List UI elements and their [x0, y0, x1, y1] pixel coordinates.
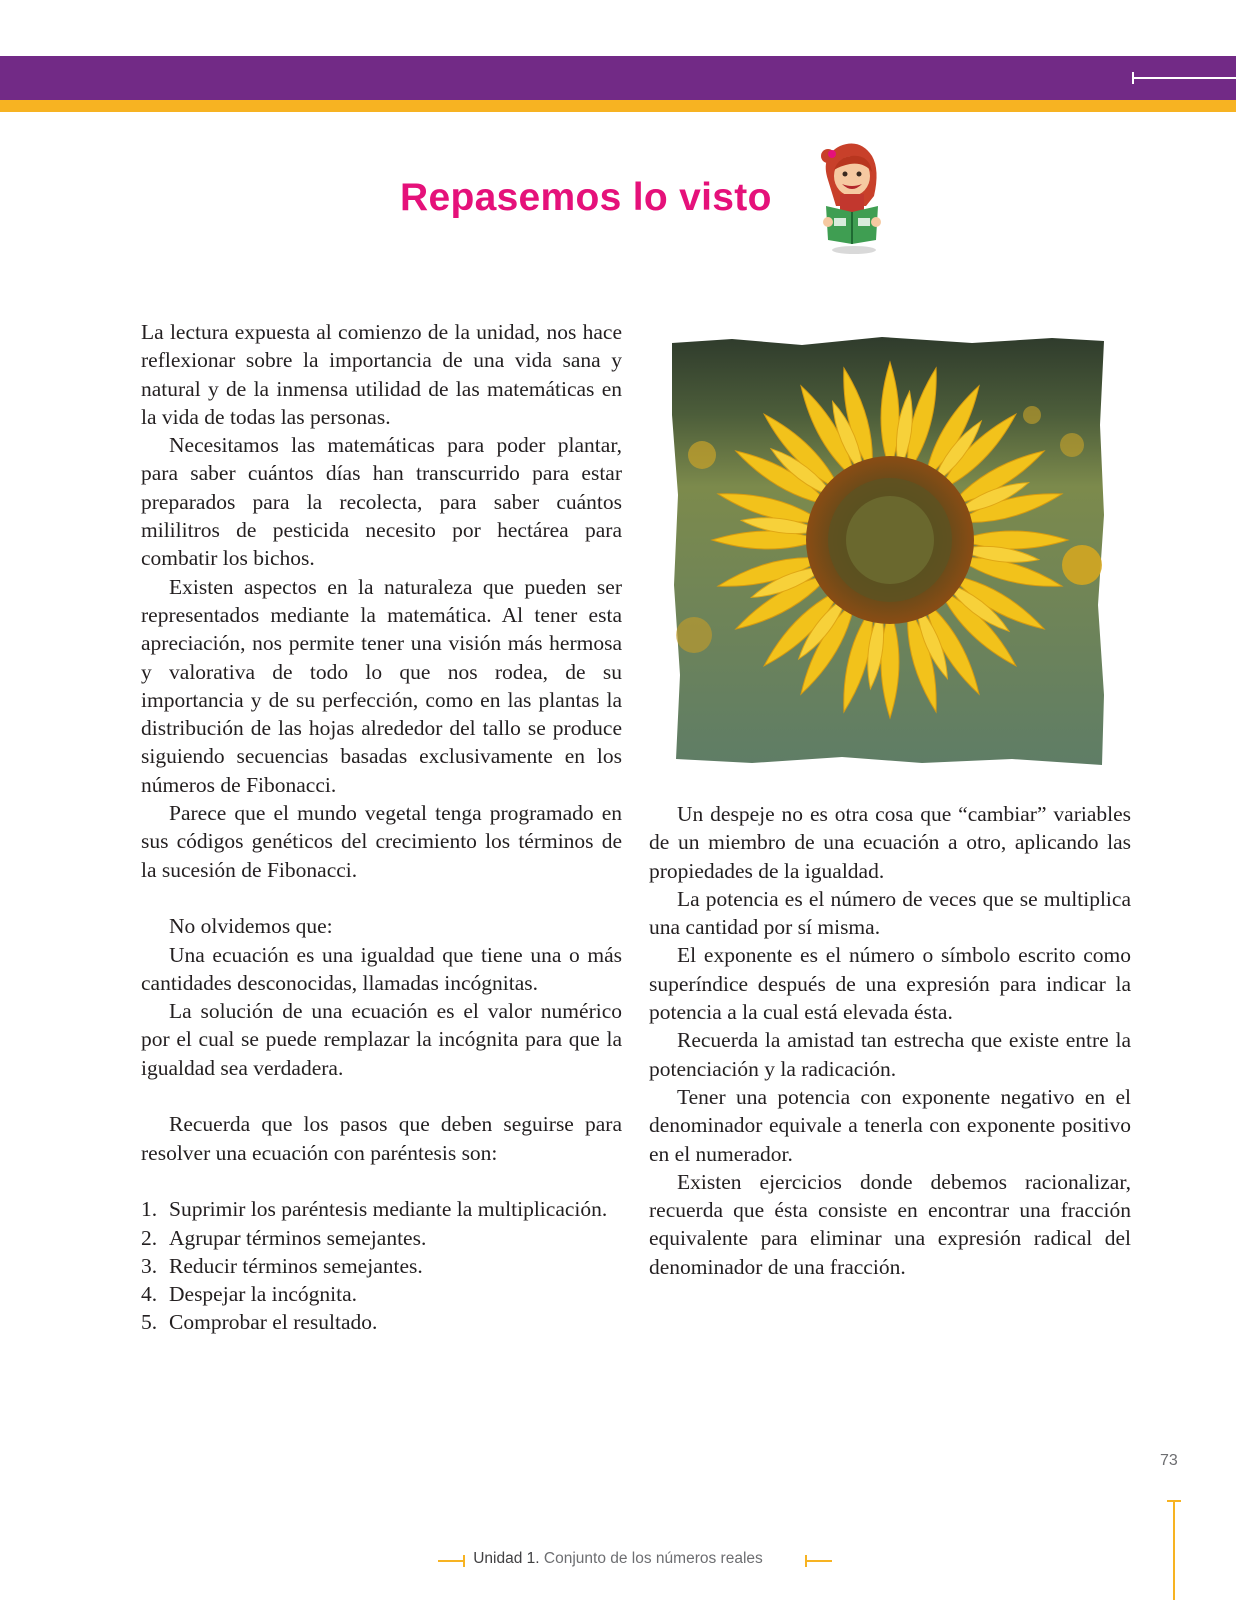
header-stripe	[0, 100, 1236, 112]
page-number: 73	[1160, 1452, 1178, 1469]
paragraph: Un despeje no es otra cosa que “cambiar” variables de un miembro de una ecuación a otro, aplicando las propiedades de la igualdad.	[649, 802, 1131, 883]
left-column	[141, 318, 622, 1337]
paragraph: Parece que el mundo vegetal tenga programado en sus códigos genéticos del crecimiento los términos de la sucesión de Fibonacci.	[141, 801, 622, 882]
girl-reading-book-icon	[814, 136, 890, 256]
list-number: 2.	[141, 1225, 158, 1250]
list-number: 4.	[141, 1282, 158, 1307]
list-number: 3.	[141, 1253, 158, 1278]
header-rule	[1132, 77, 1236, 79]
paragraph: Recuerda que los pasos que deben seguirse para resolver una ecuación con paréntesis son:	[141, 1112, 622, 1165]
list-text: Reducir términos semejantes.	[169, 1253, 423, 1278]
footer-unit-title: Conjunto de los números reales	[543, 1550, 763, 1567]
steps-list	[141, 1195, 622, 1336]
list-text: Despejar la incógnita.	[169, 1282, 358, 1307]
paragraph: Necesitamos las matemáticas para poder plantar, para saber cuántos días han transcurrido para estar preparados para la recolecta, para saber cuántos mililitros de pesticida necesito por hectárea para combatir los bichos.	[141, 433, 622, 571]
list-item	[141, 1252, 622, 1280]
paragraph: No olvidemos que:	[169, 914, 333, 939]
paragraph: La lectura expuesta al comienzo de la unidad, nos hace reflexionar sobre la importancia de una vida sana y natural y de la inmensa utilidad de las matemáticas en la vida de todas las personas.	[141, 320, 622, 429]
paragraph: Existen ejercicios donde debemos racionalizar, recuerda que ésta consiste en encontrar una fracción equivalente para eliminar una expresión radical del denominador de una fracción.	[649, 1169, 1131, 1279]
paragraph: El exponente es el número o símbolo escrito como superíndice después de una expresión para indicar la potencia a la cual está elevada ésta.	[649, 943, 1131, 1025]
right-column	[649, 800, 1131, 1281]
list-item	[141, 1195, 622, 1223]
footer	[0, 1550, 1236, 1568]
list-text: Suprimir los paréntesis mediante la multiplicación.	[169, 1197, 608, 1222]
paragraph: Recuerda la amistad tan estrecha que existe entre la potenciación y la radicación.	[649, 1028, 1131, 1081]
header-band	[0, 56, 1236, 100]
page-title: Repasemos lo visto	[400, 176, 772, 219]
header-tick	[1132, 72, 1134, 84]
paragraph: Una ecuación es una igualdad que tiene una o más cantidades desconocidas, llamadas incógnitas.	[141, 942, 622, 995]
paragraph: Existen aspectos en la naturaleza que pueden ser representados mediante la matemática. Al tener esta apreciación, nos permite tener una visión más hermosa y valorativa de todo lo que nos rodea, de su importancia y de su perfección, como en las plantas la distribución de las hojas alrededor del tallo se produce siguiendo secuencias basadas exclusivamente en los números de Fibonacci.	[141, 574, 622, 797]
footer-unit-label: Unidad 1.	[473, 1550, 540, 1567]
side-rule-tick	[1167, 1500, 1181, 1502]
list-item	[141, 1224, 622, 1252]
paragraph: Tener una potencia con exponente negativo en el denominador equivale a tenerla con exponente positivo en el numerador.	[649, 1084, 1131, 1166]
sunflower-photo	[672, 335, 1104, 765]
list-item	[141, 1308, 622, 1336]
paragraph: La solución de una ecuación es el valor numérico por el cual se puede remplazar la incógnita para que la igualdad sea verdadera.	[141, 999, 622, 1080]
paragraph: La potencia es el número de veces que se multiplica una cantidad por sí misma.	[649, 886, 1131, 940]
list-number: 5.	[141, 1310, 158, 1335]
list-text: Agrupar términos semejantes.	[169, 1225, 427, 1250]
list-number: 1.	[141, 1197, 158, 1222]
list-text: Comprobar el resultado.	[169, 1310, 378, 1335]
list-item	[141, 1280, 622, 1308]
